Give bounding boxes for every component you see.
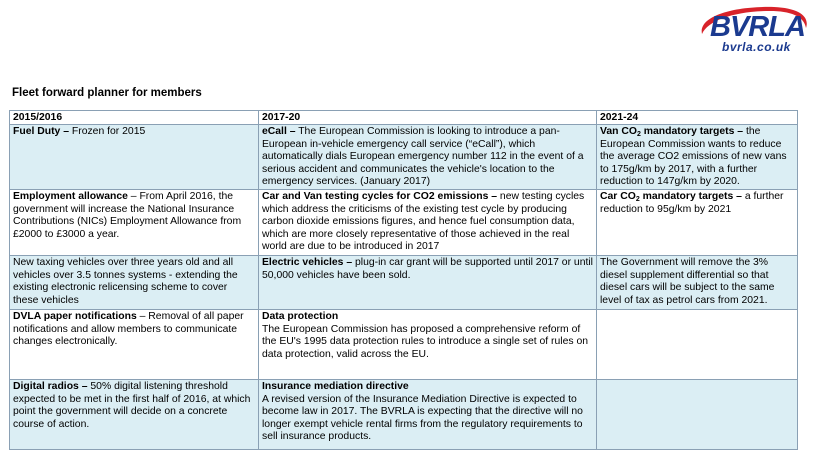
heading-part: mandatory targets – (640, 126, 744, 138)
item-text: the European Commission wants to reduce the average CO2 emissions of new vans to 175g/km by 2017, with a further reduction to 147g/km by 2020. (600, 126, 787, 188)
column-header-2021-24: 2021-24 (597, 111, 798, 125)
table-cell (10, 310, 259, 380)
table-header-row (10, 111, 798, 125)
item-heading: Digital radios – (13, 381, 88, 393)
item-text: – From April 2016, the government will increase the National Insurance Contributions (NICs) Employment Allowance from £2000 to £3000 a year. (13, 191, 242, 240)
item-text: new testing cycles which address the criticisms of the existing test cycle by producing carbon dioxide emissions figures, and hence fuel consumption data, which are more closely representative of those achieved in the real world are due to be introduced in 2017 (262, 191, 585, 253)
subscript: 2 (636, 131, 641, 139)
table-row (10, 125, 798, 190)
item-text: The Government will remove the 3% diesel supplement differential so that diesel cars will be subject to the same level of tax as petrol cars from 2021. (600, 257, 775, 306)
item-text: – Removal of all paper notifications and allow members to communicate changes electronically. (13, 311, 244, 348)
table-row (10, 256, 798, 310)
logo-url: bvrla.co.uk (722, 40, 791, 54)
item-heading: Electric vehicles – (262, 257, 353, 269)
table-cell (10, 380, 259, 450)
item-heading: Car and Van testing cycles for CO2 emissions – (262, 191, 498, 203)
table-cell (10, 125, 259, 190)
item-heading: eCall – (262, 126, 296, 138)
column-header-2017-20: 2017-20 (259, 111, 597, 125)
table-cell (10, 190, 259, 256)
table-cell (597, 380, 798, 450)
item-heading (600, 191, 742, 202)
table-cell (259, 310, 597, 380)
table-cell (10, 256, 259, 310)
item-heading: Data protection (262, 311, 339, 323)
column-header-2015-2016: 2015/2016 (10, 111, 259, 125)
heading-part: Car CO (600, 191, 636, 203)
item-text: The European Commission is looking to introduce a pan-European in-vehicle emergency call service (“eCall”), which automatically dials European emergency number 112 in the event of a serious accident and communicates the vehicle's location to the emergency services. (January 2017) (262, 126, 584, 188)
table-cell (259, 256, 597, 310)
table-cell (259, 125, 597, 190)
table-cell (259, 380, 597, 450)
item-heading: Employment allowance (13, 191, 128, 203)
table-row (10, 190, 798, 256)
item-text: Frozen for 2015 (69, 126, 146, 138)
item-text: New taxing vehicles over three years old and all vehicles over 3.5 tonnes systems - extending the existing electronic relicensing scheme to cover these vehicles (13, 257, 238, 306)
table-row (10, 310, 798, 380)
item-text: The European Commission has proposed a comprehensive reform of the EU's 1995 data protection rules to introduce a single set of rules on data protection, valid across the EU. (262, 323, 589, 360)
heading-part: mandatory targets – (639, 191, 742, 203)
table-cell (597, 256, 798, 310)
table-cell (597, 125, 798, 190)
item-text: A revised version of the Insurance Mediation Directive is expected to become law in 2017. The BVRLA is expecting that the directive will no longer exempt vehicle rental firms from the regulatory requirements to sell insurance products. (262, 393, 583, 443)
table-cell (597, 310, 798, 380)
bvrla-logo (694, 4, 812, 58)
table-cell (597, 190, 798, 256)
heading-part: Van CO (600, 126, 637, 138)
subscript: 2 (635, 196, 640, 204)
item-heading (600, 126, 743, 137)
table-cell (259, 190, 597, 256)
table-row (10, 380, 798, 450)
item-text: 50% digital listening threshold expected to be met in the first half of 2016, at which point the government will decide on a concrete course of action. (13, 381, 251, 430)
item-text: a further reduction to 95g/km by 2021 (600, 191, 784, 215)
item-text: plug-in car grant will be supported until 2017 or until 50,000 vehicles have been sold. (262, 257, 593, 281)
logo-wordmark: BVRLA (710, 11, 805, 43)
page-title: Fleet forward planner for members (12, 87, 202, 99)
item-heading: DVLA paper notifications (13, 311, 137, 323)
fleet-planner-table (9, 110, 798, 450)
item-heading: Insurance mediation directive (262, 381, 409, 393)
item-heading: Fuel Duty – (13, 126, 70, 138)
